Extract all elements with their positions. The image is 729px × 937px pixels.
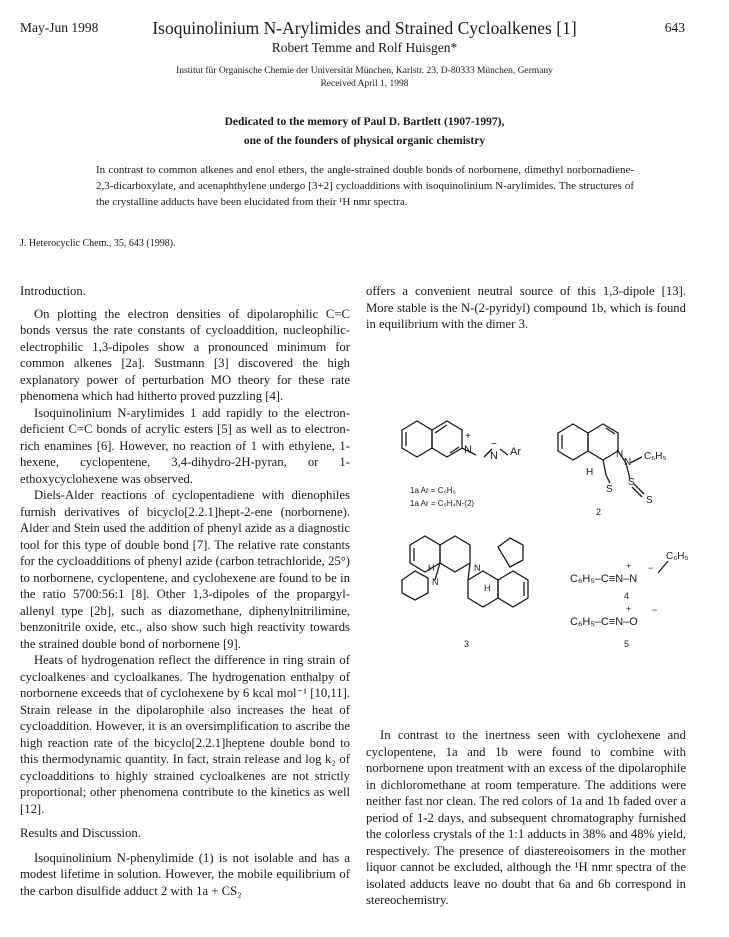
paragraph: Isoquinolinium N-phenylimide (1) is not isolable and has a modest lifetime in solution. However, the mobile equilibrium of the carbon disulfide adduct 2 with 1a + CS₂ xyxy=(20,850,350,898)
journal-issue: May-Jun 1998 xyxy=(20,20,99,35)
paragraph: Heats of hydrogenation reflect the difference in ring strain of cycloalkenes and cycloalkanes. The hydrogenation enthalpy of norbornene exceeds that of cyclohexene by 6 kcal mol⁻¹ [10,11]. Strain release in the dipolarophile also increases the heat of cycloaddition. However, it is an oversimplification to ascribe the high reaction rate of the bicyclo[2.2.1]heptene double bond to this thermodynamic quantity. In fact, strain release and log k₂ of cycloadditions to highly strained cycloalkenes are not strictly proportional; other phenomena contribute to the kinetics as well [12]. xyxy=(20,653,350,816)
article-title: Isoquinolinium N-Arylimides and Strained Cycloalkenes [1] xyxy=(152,18,577,38)
structure-5 xyxy=(570,604,657,649)
chemical-structures-figure xyxy=(380,405,700,670)
atom-label: N xyxy=(616,449,624,460)
dedication xyxy=(0,113,729,151)
structure-2 xyxy=(558,424,667,517)
label-1a: 1a Ar = C₆H₅ xyxy=(410,486,456,495)
compound-number: 3 xyxy=(464,639,470,649)
compound-number: 2 xyxy=(596,507,602,517)
authors: Robert Temme and Rolf Huisgen* xyxy=(271,40,458,55)
formula-4: C₆H₅–C≡N–N xyxy=(570,573,638,585)
dedication-line-1: Dedicated to the memory of Paul D. Bartlett (1907-1997), xyxy=(224,116,505,128)
atom-label: S xyxy=(646,495,653,506)
charge-minus: − xyxy=(491,439,497,450)
paragraph: In contrast to the inertness seen with cyclohexene and cyclopentene, 1a and 1b were found to combine with norbornene upon treatment with an excess of the dipolarophile in dichloromethane at room temperature. The additions were neither fast nor clean. The red colors of 1a and 1b faded over a period of 1-2 days, and subsequent chromatography furnished the colorless crystals of the 1:1 adducts in 38% and 48% yield, respectively. The presence of diastereoisomers in the mother liquor cannot be excluded, although the ¹H nmr spectra of the isolated adducts leave no doubt that 6a and 6b correspond in stereochemistry. xyxy=(366,728,686,907)
compound-number: 4 xyxy=(624,591,630,601)
atom-label: H xyxy=(428,563,435,573)
atom-label: N xyxy=(464,444,472,456)
structures-svg xyxy=(380,405,700,665)
label-1b: 1a Ar = C₅H₄N-(2) xyxy=(410,499,475,508)
structure-3 xyxy=(402,536,528,649)
charge-plus: + xyxy=(626,561,632,571)
structure-1 xyxy=(402,421,521,508)
phenyl-label: C₆H₅ xyxy=(644,451,667,462)
intro-heading: Introduction. xyxy=(20,284,86,298)
charge-minus: − xyxy=(652,605,658,615)
charge-minus: − xyxy=(648,563,654,573)
compound-number: 5 xyxy=(624,639,630,649)
received-date: Received April 1, 1998 xyxy=(320,79,409,89)
atom-label: N xyxy=(624,457,632,468)
page-number: 643 xyxy=(664,20,685,35)
abstract: In contrast to common alkenes and enol ethers, the angle-strained double bonds of norbornene, dimethyl norbornadiene-2,3-dicarboxylate, and acenaphthylene undergo [3+2] cycloadditions with isoquinolinium N-arylimides. The structures of the crystalline adducts have been elucidated from their ¹H nmr spectra. xyxy=(96,164,634,208)
atom-label: N xyxy=(432,577,439,587)
paragraph: Isoquinolinium N-arylimides 1 add rapidly to the electron-deficient C=C bonds of acrylic esters [5] as well as to electron-rich enamines [6]. However, no reaction of 1 with ethylene, 1-hexene, cyclopentene, 3,4-dihydro-2H-pyran, or 1-ethoxycyclohexene was observed. xyxy=(20,405,350,486)
right-column-bottom xyxy=(366,727,686,909)
charge-plus: + xyxy=(626,604,632,614)
left-column xyxy=(20,283,350,899)
citation: J. Heterocyclic Chem., 35, 643 (1998). xyxy=(20,238,176,249)
atom-label: N xyxy=(490,450,498,462)
aryl-label: Ar xyxy=(510,446,521,458)
atom-label: S xyxy=(606,484,613,495)
affiliation-block xyxy=(0,65,729,91)
atom-label: S xyxy=(628,477,635,488)
atom-label: H xyxy=(484,583,491,593)
paragraph: On plotting the electron densities of dipolarophilic C=C bonds versus the rate constants of cycloaddition, nucleophilic-electrophilic 1,3-dipoles show a pronounced minimum for common alkenes [2a]. Sustmann [3] discovered the high explanatory power of perturbation MO theory for these rate phenomena which had hitherto proved puzzling [4]. xyxy=(20,306,350,403)
phenyl-label: C₆H₅ xyxy=(666,551,689,562)
paragraph: offers a convenient neutral source of this 1,3-dipole [13]. More stable is the N-(2-pyridyl) compound 1b, which is found in equilibrium with the dimer 3. xyxy=(366,284,686,331)
institution: Institut für Organische Chemie der Universität München, Karlstr. 23, D-80333 München, Germany xyxy=(176,66,553,76)
structure-4 xyxy=(570,551,689,601)
formula-5: C₆H₅–C≡N–O xyxy=(570,616,638,628)
results-heading: Results and Discussion. xyxy=(20,826,141,840)
atom-label: N xyxy=(474,563,481,573)
dedication-line-2: one of the founders of physical organic chemistry xyxy=(243,135,486,147)
atom-label: H xyxy=(586,467,594,478)
right-column-top xyxy=(366,283,686,333)
charge-plus: + xyxy=(465,431,471,442)
paragraph: Diels-Alder reactions of cyclopentadiene with dienophiles furnish derivatives of bicyclo[2.2.1]hept-2-ene (norbornene). Alder and Stein used the addition of phenyl azide as a diagnostic tool for this type of double bond [7]. The relative rate constants for the cycloadditions of phenyl azide (carbon tetrachloride, 25°) to norbornene, cyclopentene, and cyclohexene are found to be in the ratio 5700:56:1 [8]. Other 1,3-dipoles of the propargyl-allenyl type [2b], such as diazomethane, diphenylnitrilimine, benzonitrile oxide, etc., also show such high reactivity towards the strained double bond of norbornene [9]. xyxy=(20,488,350,651)
